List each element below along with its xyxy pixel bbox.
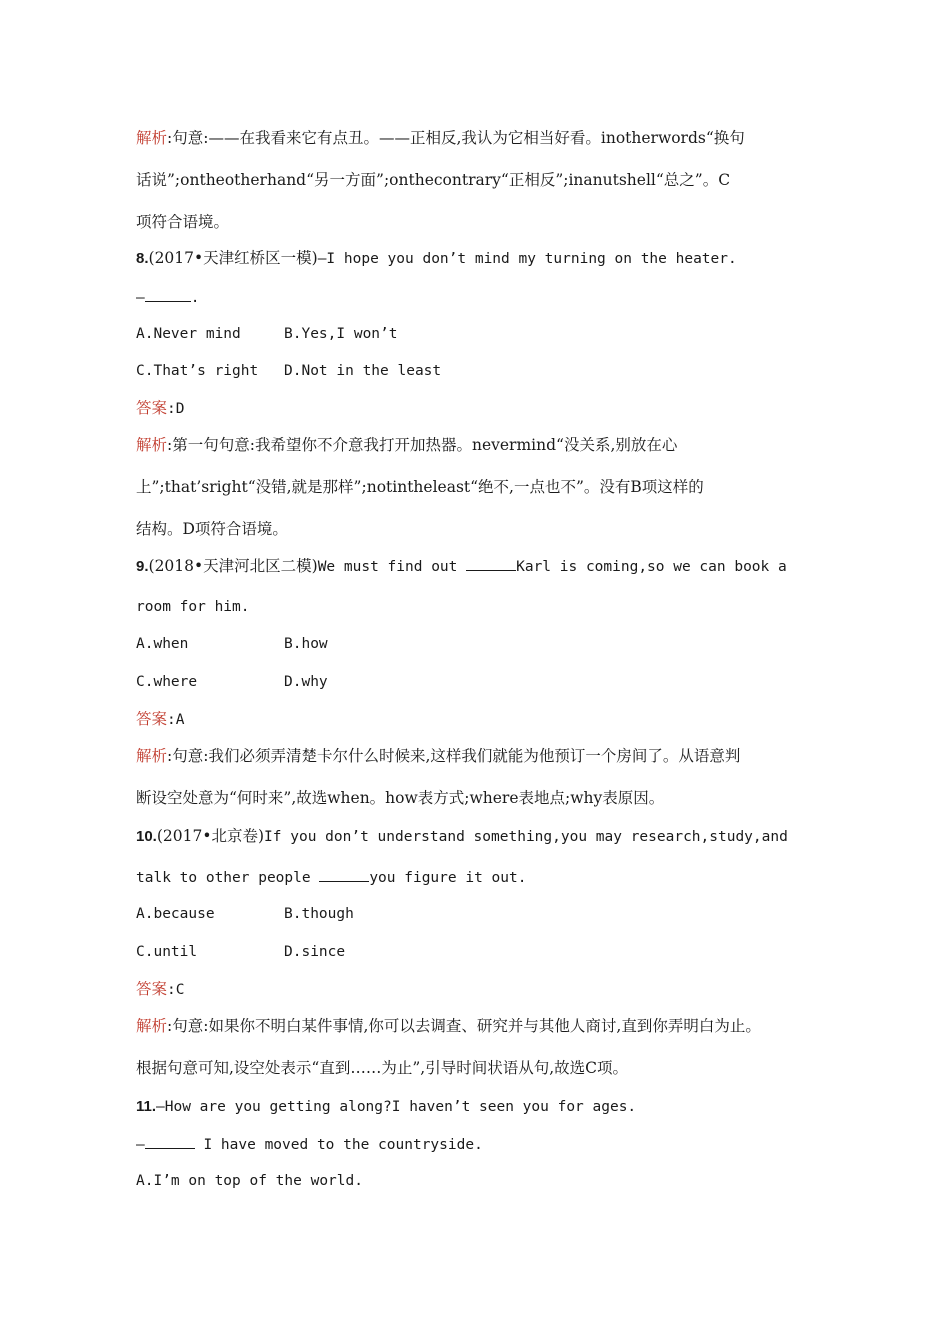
q7-analysis-line-1: 解析:句意:——在我看来它有点丑。——正相反,我认为它相当好看。inotherwords“换句 (136, 129, 745, 147)
q10-analysis-line-1: 解析:句意:如果你不明白某件事情,你可以去调查、研究并与其他人商讨,直到你弄明白为止。 (136, 1017, 761, 1035)
option-a: A.Never mind (136, 326, 241, 342)
q9-stem: 9.(2018•天津河北区二模)We must find out Karl is coming,so we can book a (136, 557, 787, 575)
q8-analysis-line-1: 解析:第一句句意:我希望你不介意我打开加热器。nevermind“没关系,别放在心 (136, 436, 678, 454)
q8-stem: 8.(2017•天津红桥区一模)—I hope you don’t mind my turning on the heater. (136, 249, 737, 267)
q7-analysis-line-2: 话说”;ontheotherhand“另一方面”;onthecontrary“正相反”;inanutshell“总之”。C (136, 171, 731, 189)
q10-answer: 答案:C (136, 980, 185, 998)
q9-analysis-line-1: 解析:句意:我们必须弄清楚卡尔什么时候来,这样我们就能为他预订一个房间了。从语意判 (136, 747, 741, 765)
q8-options-row-1 (136, 324, 398, 344)
q9-stem-line-2: room for him. (136, 599, 250, 615)
option-b: B.how (284, 636, 328, 652)
option-c: C.where (136, 674, 198, 690)
q10-options-row-2 (136, 942, 346, 962)
q8-analysis-line-3: 结构。D项符合语境。 (136, 520, 288, 538)
q11-reply: — I have moved to the countryside. (136, 1134, 483, 1155)
option-c: C.until (136, 944, 198, 960)
answer-blank (319, 867, 369, 882)
answer-label: 答案 (136, 710, 168, 728)
analysis-label: 解析 (136, 436, 168, 454)
option-d: D.Not in the least (284, 363, 442, 379)
q10-analysis-line-2: 根据句意可知,设空处表示“直到……为止”,引导时间状语从句,故选C项。 (136, 1059, 628, 1077)
q9-analysis-line-2: 断设空处意为“何时来”,故选when。how表方式;where表地点;why表原因。 (136, 789, 665, 807)
analysis-label: 解析 (136, 1017, 168, 1035)
q9-options-row-1 (136, 634, 328, 654)
option-b: B.though (284, 906, 354, 922)
q9-answer: 答案:A (136, 710, 185, 728)
option-d: D.since (284, 944, 346, 960)
answer-blank (466, 556, 516, 571)
answer-label: 答案 (136, 399, 168, 417)
answer-label: 答案 (136, 980, 168, 998)
option-d: D.why (284, 674, 328, 690)
answer-blank (145, 287, 191, 302)
q8-reply: — . (136, 287, 199, 308)
q10-options-row-1 (136, 904, 354, 924)
q8-options-row-2 (136, 361, 442, 381)
q10-stem: 10.(2017•北京卷)If you don’t understand something,you may research,study,and (136, 827, 788, 845)
option-b: B.Yes,I won’t (284, 326, 398, 342)
analysis-label: 解析 (136, 129, 168, 147)
q11-stem: 11.—How are you getting along?I haven’t seen you for ages. (136, 1098, 637, 1115)
q10-stem-line-2: talk to other people you figure it out. (136, 867, 526, 888)
q9-options-row-2 (136, 672, 328, 692)
analysis-label: 解析 (136, 747, 168, 765)
option-c: C.That’s right (136, 363, 259, 379)
q8-answer: 答案:D (136, 399, 185, 417)
option-a: A.because (136, 906, 215, 922)
q7-analysis-line-3: 项符合语境。 (136, 213, 230, 231)
answer-blank (145, 1134, 195, 1149)
option-a: A.when (136, 636, 189, 652)
q11-option-a: A.I’m on top of the world. (136, 1173, 363, 1189)
q8-analysis-line-2: 上”;that’sright“没错,就是那样”;notintheleast“绝不,一点也不”。没有B项这样的 (136, 478, 704, 496)
